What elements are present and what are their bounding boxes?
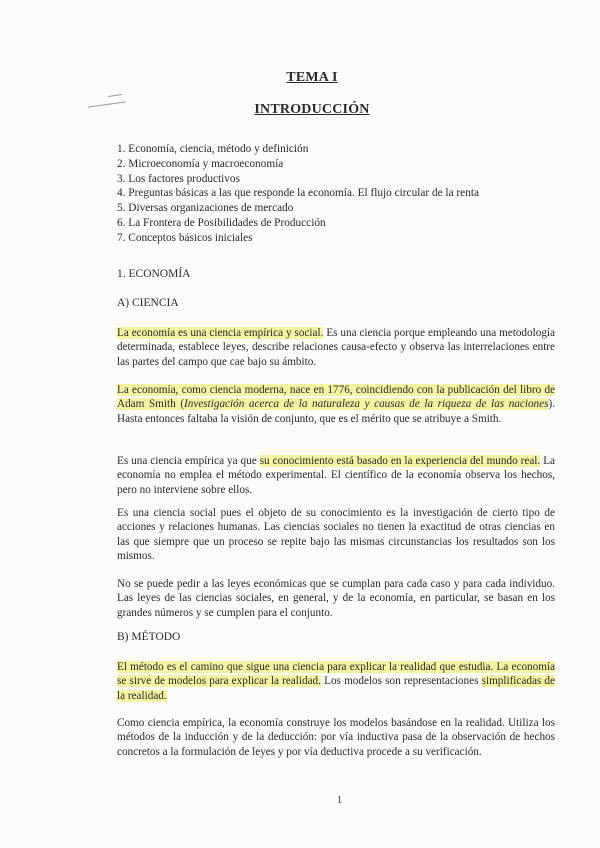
paragraph: Como ciencia empírica, la economía construye los modelos basándose en la realidad. Utiliza los métodos de la inducción y de la deducción: por vía inductiva pasa de la observación de hechos concretos a la formulación de leyes y por vía deductiva procede a su verificación. [117, 717, 555, 758]
paragraph-text: Es una ciencia empírica ya que [117, 455, 260, 467]
scan-artifact-line [108, 94, 122, 97]
toc-item: 5. Diversas organizaciones de mercado [117, 202, 294, 215]
paragraph-text: La economía no emplea el método experimental. El científico de la economía observa los hechos, pero no interviene sobre ellos. [117, 455, 555, 496]
highlighted-text: su conocimiento está basado en la experiencia del mundo real. [259, 455, 541, 467]
paragraph-text: Los modelos son representaciones [320, 675, 482, 688]
toc-item: 4. Preguntas básicas a las que responde la economía. El flujo circular de la renta [117, 187, 479, 200]
paragraph [117, 454, 555, 497]
paragraph-text: Es una ciencia porque empleando una metodología determinada, establece leyes, describe relaciones causa-efecto y observa las interrelaciones entre las partes del campo que cae bajo su ámbito. [117, 327, 555, 368]
toc-item: 1. Economía, ciencia, método y definición [117, 143, 309, 155]
highlighted-text: La economía, como ciencia moderna, nace en 1776, coincidiendo con la publicación del libro de Adam Smith [117, 384, 555, 411]
toc-item: 7. Conceptos básicos iniciales [117, 231, 253, 244]
paragraph [117, 326, 555, 369]
highlighted-text: simplificadas de la realidad. [117, 675, 555, 702]
page-number: 1 [337, 795, 342, 806]
paragraph [117, 660, 555, 703]
paragraph [117, 383, 555, 426]
document-title: TEMA I [286, 70, 338, 85]
subsection-heading-metodo: B) MÉTODO [117, 631, 181, 643]
book-title: Investigación acerca de la naturaleza y causas de la riqueza de las naciones [184, 398, 549, 411]
highlighted-text: La economía es una ciencia empírica y social. [117, 327, 324, 339]
paragraph: No se puede pedir a las leyes económicas que se cumplan para cada caso y para cada individuo. Las leyes de las ciencias sociales, en general, y de la economía, en particular, se basan en los grandes números y se cumplen para el conjunto. [117, 578, 555, 619]
document-subtitle: INTRODUCCIÓN [254, 102, 370, 117]
section-heading: 1. ECONOMÍA [117, 268, 191, 280]
toc-item: 3. Los factores productivos [117, 172, 240, 185]
toc-item: 2. Microeconomía y macroeconomía [117, 157, 284, 170]
highlighted-text: El método es el camino que sigue una ciencia para explicar la realidad que estudia. La economía se sirve de modelos para explicar la realidad. [117, 661, 555, 688]
toc-item: 6. La Frontera de Posibilidades de Producción [117, 216, 326, 229]
paragraph-text: ). Hasta entonces faltaba la visión de conjunto, que es el mérito que se atribuye a Smith. [117, 398, 555, 425]
table-of-contents [117, 142, 557, 246]
paragraph: Es una ciencia social pues el objeto de su conocimiento es la investigación de cierto tipo de acciones y relaciones humanas. Las ciencias sociales no tienen la exactitud de otras ciencias en las que siempre que un proceso se repite bajo las mismas circunstancias los resultados son los mismos. [117, 507, 555, 563]
subsection-heading-ciencia: A) CIENCIA [117, 297, 179, 309]
open-paren: ( [180, 398, 185, 411]
